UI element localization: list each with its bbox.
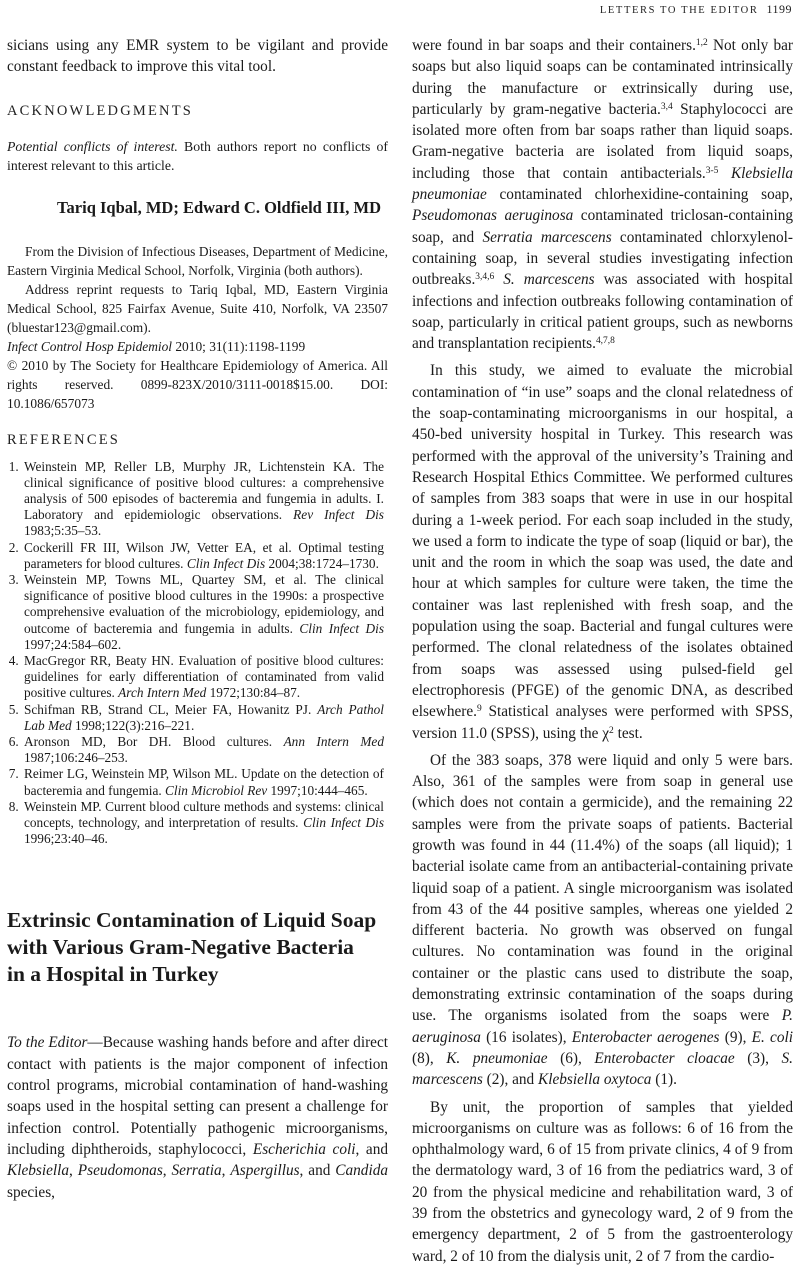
text-run: (9),	[719, 1028, 752, 1046]
left-column	[7, 35, 388, 1203]
text-run: By unit, the proportion of samples that yielded microorganisms on culture was as follows: 6 of 16 from the ophthalmology ward, 6 of 15 from private clinics, 4 of 9 from the dermatology ward, 3 of 16 from the pediatrics ward, 3 of 20 from the physical medicine and rehabilitation ward, 3 of 39 from the obstetrics and gynecology ward, 2 of 9 from the emergency department, 2 of 5 from the gastroenterology ward, 2 of 10 from the dialysis unit, 2 of 7 from the cardio-	[412, 1098, 793, 1265]
text-run: contaminated chlorhexidine-containing soap,	[486, 186, 793, 204]
italic-text: Pseudomonas	[77, 1162, 163, 1180]
reference-item	[22, 702, 384, 734]
italic-text: Serratia marcescens	[482, 228, 612, 246]
affiliation-block	[7, 242, 388, 413]
italic-text: Arch Intern Med	[118, 685, 207, 701]
text-run: Weinstein MP, Reller LB, Murphy JR, Lichtenstein KA. The clinical significance of positive blood cultures: a comprehensive analysis of 500 episodes of bacteremia and fungemia in adults. I. Laboratory and epidemiologic observations.	[24, 458, 384, 523]
text-run: (3),	[734, 1049, 782, 1067]
reference-item	[22, 766, 384, 798]
title-line: in a Hospital in Turkey	[7, 962, 219, 987]
text-run: ,	[162, 1162, 172, 1180]
right-column	[412, 35, 793, 1267]
text-run: contaminated triclosan-containing soap, and	[412, 207, 793, 246]
text-run: Weinstein MP, Towns ML, Quartey SM, et al. The clinical significance of positive blood cultures in the 1990s: a prospective comprehensive evaluation of the microbiology, epidemiology, and outcome of bacteremia and fungemia in adults.	[24, 572, 384, 636]
references-list	[0, 459, 384, 848]
italic-text: Potential conflicts of interest.	[7, 138, 178, 154]
text-run: Schifman RB, Strand CL, Meier FA, Howanitz PJ.	[24, 701, 318, 717]
text-run: 1997;10:444–465.	[267, 782, 368, 798]
italic-text: Enterobacter cloacae	[594, 1049, 735, 1067]
italic-text: S. marcescens	[412, 1049, 793, 1089]
citation-superscript: 3,4,6	[475, 272, 495, 283]
text-run: Weinstein MP. Current blood culture methods and systems: clinical concepts, technology, and interpretation of results.	[24, 798, 384, 831]
italic-text: Rev Infect Dis	[293, 507, 384, 523]
citation-superscript: 2	[609, 725, 614, 736]
text-run: In this study, we aimed to evaluate the microbial contamination of “in use” soaps and the clonal relatedness of the soap-contaminating microorganisms in our hospital, a 450-bed university hospital in Turkey. This research was performed with the approval of the university’s Training and Research Hospital Ethics Committee. We performed cultures of samples from 383 soaps that were in use in our hospital during a 1-week period. For each soap included in the study, we used a form to indicate the type of soap (liquid or bar), the unit and the room in which the soap was used, the date and hour at which samples for culture were taken, the time the container was last replenished with fresh soap, and the population using the soap. Bacterial and fungal cultures were performed. The clonal relatedness of the isolates obtained from soaps was assessed using pulsed-field gel electrophoresis (PFGE) of the genomic DNA, as described elsewhere.	[412, 362, 793, 721]
text-run: , and	[299, 1162, 336, 1180]
paragraph	[412, 360, 793, 743]
references-heading: REFERENCES	[7, 431, 121, 448]
text-run: Of the 383 soaps, 378 were liquid and only 5 were bars. Also, 361 of the samples were from soap in general use (which does not contain a germicide), and the remaining 22 samples were from the private soaps of patients. Bacterial growth was found in 44 (11.4%) of the soaps (all liquid); 1 bacterial isolate came from an antibacterial-containing private liquid soap of a patient. A single microorganism was isolated from 43 of the 44 positive samples, whereas one yielded 2 different bacteria. No growth was observed on fungal cultures. No contamination was found in the original container or the plastic cans used to distribute the soap, demonstrating extrinsic contamination of the soaps during use. The organisms isolated from the soaps were	[412, 751, 793, 1025]
paragraph	[412, 1097, 793, 1267]
italic-text: Clin Infect Dis	[299, 620, 384, 636]
citation-superscript: 9	[476, 704, 482, 714]
paragraph	[7, 1032, 388, 1202]
italic-text: Klebsiella oxytoca	[538, 1071, 652, 1089]
italic-text: Candida	[335, 1162, 388, 1180]
text-run: were found in bar soaps and their containers.	[412, 37, 696, 54]
text-run: ,	[69, 1162, 78, 1180]
citation-superscript: 3-5	[705, 165, 719, 176]
italic-text: Enterobacter aerogenes	[571, 1028, 720, 1046]
italic-text: Clin Infect Dis	[303, 815, 384, 831]
reference-item	[22, 540, 384, 572]
text-run: (16 isolates),	[480, 1028, 572, 1046]
text-run: (2), and	[482, 1071, 539, 1089]
text-run: From the Division of Infectious Diseases, Department of Medicine, Eastern Virginia Medical School, Norfolk, Virginia (both authors).	[7, 243, 388, 278]
text-run: 2004;38:1724–1730.	[265, 555, 379, 571]
running-head	[600, 2, 792, 17]
text-run: Address reprint requests to Tariq Iqbal, MD, Eastern Virginia Medical School, 825 Fairfax Avenue, Suite 410, Norfolk, VA 23507 (bluestar123@gmail.com).	[7, 281, 388, 335]
italic-text: Pseudomonas aeruginosa	[412, 207, 574, 225]
text-run: 1972;130:84–87.	[206, 685, 301, 701]
author-names: Tariq Iqbal, MD; Edward C. Oldfield III, MD	[57, 197, 381, 217]
text-run: contaminated chlorxylenol-containing soap, in several studies investigating infection outbreaks.	[412, 228, 793, 289]
text-run: (1).	[651, 1071, 677, 1089]
text-run: Not only bar soaps but also liquid soaps can be contaminated intrinsically during the manufacture or extrinsically during use, particularly by gram-negative bacteria.	[412, 37, 793, 118]
text-run: Statistical analyses were performed with SPSS, version 11.0 (SPSS), using the χ	[412, 703, 793, 742]
text-run	[494, 271, 503, 288]
paragraph	[7, 35, 388, 78]
italic-text: Clin Microbiol Rev	[165, 782, 268, 798]
italic-text: Klebsiella	[7, 1162, 70, 1180]
italic-text: Clin Infect Dis	[186, 555, 266, 571]
reference-item	[22, 734, 384, 766]
text-run: test.	[613, 724, 643, 742]
text-run	[718, 165, 731, 182]
reference-item	[22, 572, 384, 653]
text-run: 1997;24:584–602.	[24, 636, 122, 652]
italic-text: Klebsiella pneumoniae	[412, 164, 793, 204]
italic-text: Aspergillus	[230, 1162, 300, 1180]
text-run: ,	[221, 1162, 231, 1180]
reference-item	[22, 799, 384, 848]
paragraph	[412, 750, 793, 1091]
italic-text: S. marcescens	[503, 271, 595, 289]
text-run: 1987;106:246–253.	[24, 750, 128, 766]
title-line: Extrinsic Contamination of Liquid Soap	[7, 908, 377, 933]
text-run: was associated with hospital infections and infection outbreaks following contamination of soap, particularly in critical patient groups, such as newborns and transplantation recipients.	[412, 271, 794, 353]
text-run: 1983;5:35–53.	[24, 523, 102, 539]
citation	[7, 337, 388, 356]
letter-intro	[7, 1032, 388, 1202]
conflicts-statement	[7, 137, 388, 176]
affiliation	[7, 242, 388, 280]
citation-superscript: 3,4	[660, 101, 673, 112]
page-number: 1199	[766, 2, 792, 16]
italic-text: Arch Pathol Lab Med	[24, 701, 384, 733]
acknowledgments-heading: ACKNOWLEDGMENTS	[7, 102, 194, 119]
citation-superscript: 1,2	[695, 37, 708, 48]
italic-text: Escherichia coli	[252, 1140, 356, 1158]
text-run: 1998;122(3):216–221.	[71, 717, 195, 733]
italic-text: P. aeruginosa	[412, 1007, 793, 1046]
paragraph	[412, 35, 793, 354]
italic-text: K. pneumoniae	[446, 1049, 548, 1067]
text-run: Aronson MD, Bor DH. Blood cultures.	[24, 734, 284, 750]
italic-text: Serratia	[171, 1162, 222, 1180]
copyright	[7, 356, 388, 413]
text-run: 2010; 31(11):1198-1199	[172, 338, 306, 354]
previous-letter-ending	[7, 35, 388, 78]
text-run: Staphylococci are isolated more often from bar soaps rather than liquid soaps. Gram-negative bacteria are isolated from liquid soaps, including those that contain antibacterials.	[412, 100, 793, 182]
text-run: —Because washing hands before and after direct contact with patients is the major component of infection control programs, microbial contamination of hand-washing soaps used in the hospital setting can present a challenge for infection control. Potentially pathogenic microorganisms, including diphtheroids, staphylococci,	[7, 1034, 388, 1158]
text-run: sicians using any EMR system to be vigilant and provide constant feedback to improve this vital tool.	[7, 37, 388, 76]
running-head-section: LETTERS TO THE EDITOR	[599, 5, 759, 16]
text-run: Both authors report no conflicts of interest relevant to this article.	[7, 138, 388, 174]
text-run: Reimer LG, Weinstein MP, Wilson ML. Update on the detection of bacteremia and fungemia.	[24, 766, 384, 798]
text-run: (6),	[547, 1049, 595, 1067]
italic-text: Ann Intern Med	[283, 734, 384, 750]
text-run: , and	[355, 1140, 389, 1158]
text-run: MacGregor RR, Beaty HN. Evaluation of positive blood cultures: guidelines for early differentiation of contaminated from valid positive cultures.	[24, 653, 384, 701]
title-line: with Various Gram-Negative Bacteria	[7, 935, 354, 960]
text-run: (8),	[412, 1049, 447, 1067]
reference-item	[22, 653, 384, 702]
text-run: species,	[7, 1183, 55, 1201]
italic-text: E. coli	[751, 1028, 793, 1046]
text-run: 1996;23:40–46.	[24, 831, 108, 847]
text-run: Cockerill FR III, Wilson JW, Vetter EA, et al. Optimal testing parameters for blood cultures.	[24, 539, 384, 571]
reference-item	[22, 459, 384, 540]
article-title	[7, 907, 388, 988]
reprint-address	[7, 280, 388, 337]
paragraph	[7, 137, 388, 176]
italic-text: To the Editor	[7, 1034, 88, 1052]
italic-text: Infect Control Hosp Epidemiol	[7, 338, 173, 354]
text-run: © 2010 by The Society for Healthcare Epidemiology of America. All rights reserved. 0899-823X/2010/3111-0018$15.00. DOI: 10.1086/657073	[7, 357, 388, 411]
citation-superscript: 4,7,8	[595, 335, 615, 346]
